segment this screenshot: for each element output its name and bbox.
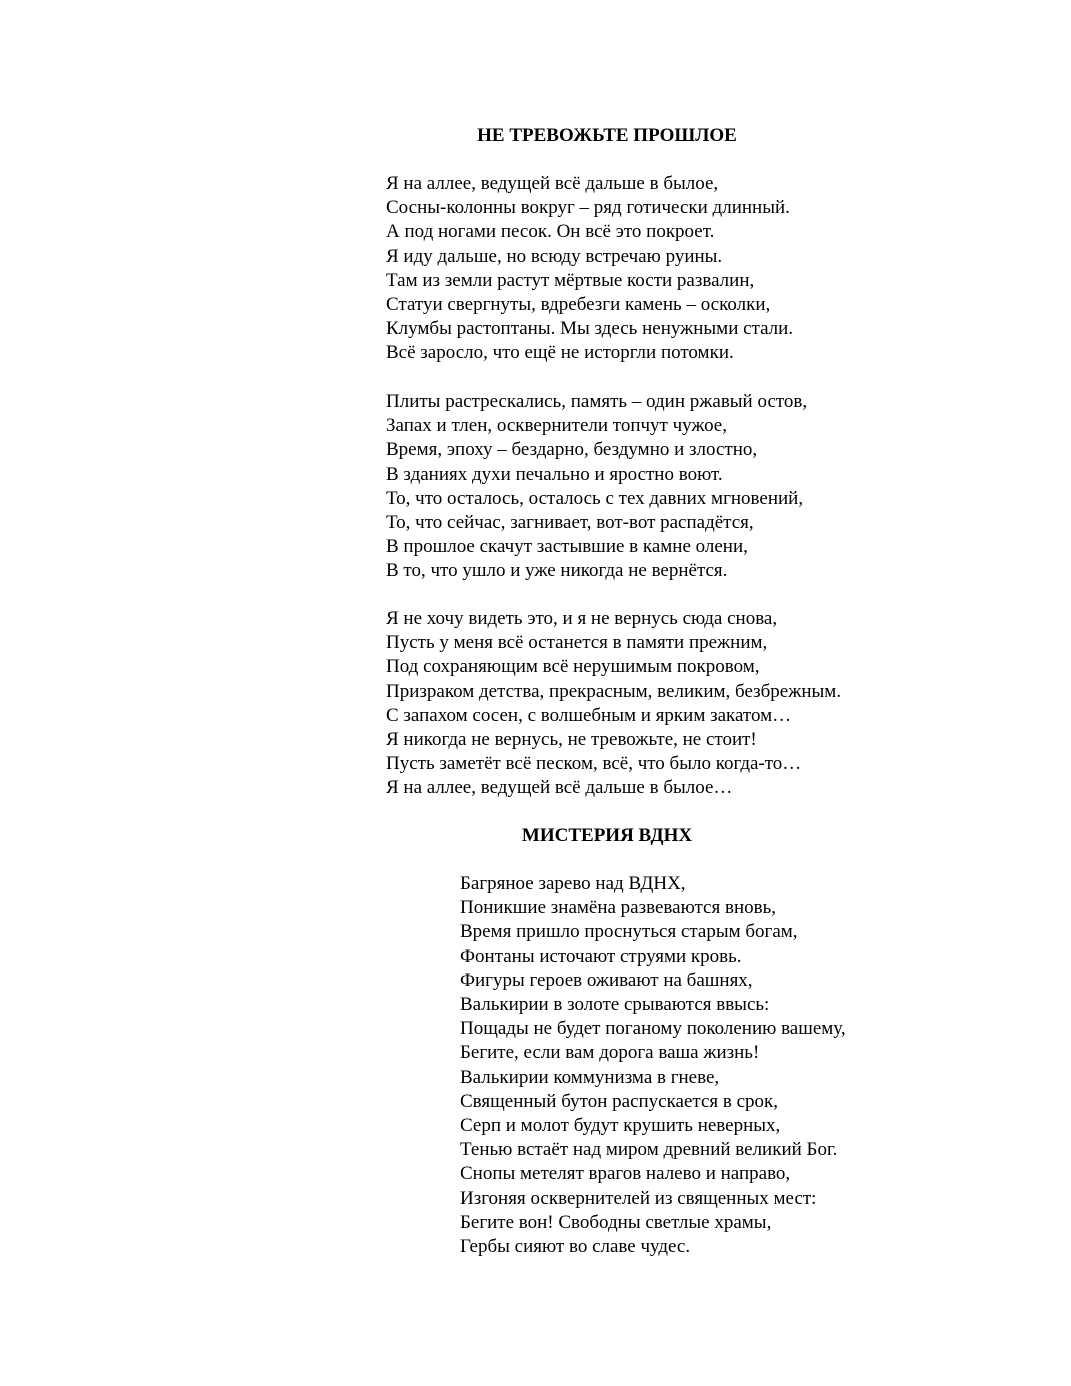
poem-line: Я иду дальше, но всюду встречаю руины.	[386, 245, 723, 267]
poem-line: Тенью встаёт над миром древний великий Бог.	[460, 1139, 838, 1161]
poem-line: Пусть у меня всё останется в памяти прежним,	[386, 632, 768, 654]
poem-line: Бегите вон! Свободны светлые храмы,	[460, 1211, 772, 1233]
poem-line: Призраком детства, прекрасным, великим, безбрежным.	[386, 680, 842, 702]
poem-line: В зданиях духи печально и яростно воют.	[386, 463, 723, 485]
poem-line: С запахом сосен, с волшебным и ярким закатом…	[386, 704, 792, 726]
poem-line: Бегите, если вам дорога ваша жизнь!	[460, 1042, 760, 1064]
poem-line: Я на аллее, ведущей всё дальше в былое…	[386, 777, 733, 799]
poem-line: То, что сейчас, загнивает, вот-вот распадётся,	[386, 512, 754, 534]
poem-line: Время пришло проснуться старым богам,	[460, 921, 798, 943]
poem-line: Всё заросло, что ещё не исторгли потомки.	[386, 342, 734, 364]
poem1-stanza-1	[386, 172, 793, 366]
poem-line: Время, эпоху – бездарно, бездумно и злостно,	[386, 439, 758, 461]
poem-line: Священный бутон распускается в срок,	[460, 1090, 778, 1112]
poem-line: А под ногами песок. Он всё это покроет.	[386, 221, 715, 243]
poem-line: Я на аллее, ведущей всё дальше в былое,	[386, 173, 719, 194]
poem-line: Под сохраняющим всё нерушимым покровом,	[386, 656, 760, 678]
poem-line: То, что осталось, осталось с тех давних мгновений,	[386, 487, 804, 509]
poem-line: Фонтаны источают струями кровь.	[460, 945, 742, 967]
poem-line: Фигуры героев оживают на башнях,	[460, 969, 753, 991]
poem-line: Я не хочу видеть это, и я не вернусь сюда снова,	[386, 608, 778, 629]
poem-line: Изгоняя осквернителей из священных мест:	[460, 1187, 817, 1209]
poem-line: Клумбы растоптаны. Мы здесь ненужными стали.	[386, 318, 794, 340]
poem-line: Валькирии коммунизма в гневе,	[460, 1066, 720, 1088]
poem-line: Пощады не будет поганому поколению вашему,	[460, 1018, 846, 1040]
poem-line: Там из земли растут мёртвые кости развалин,	[386, 269, 755, 291]
poem-line: Пусть заметёт всё песком, всё, что было когда-то…	[386, 753, 802, 775]
poem-line: Гербы сияют во славе чудес.	[460, 1236, 691, 1258]
poem-line: Поникшие знамёна развеваются вновь,	[460, 897, 776, 919]
poem-line: Сосны-колонны вокруг – ряд готически длинный.	[386, 197, 790, 219]
poem-line: В прошлое скачут застывшие в камне олени,	[386, 536, 748, 558]
poem-line: Плиты растрескались, память – один ржавый остов,	[386, 391, 808, 412]
poem-line: Снопы метелят врагов налево и направо,	[460, 1163, 791, 1185]
poem2-title: МИСТЕРИЯ ВДНХ	[521, 825, 693, 846]
poem-line: Валькирии в золоте срываются ввысь:	[460, 994, 770, 1016]
poem1-stanza-3	[386, 607, 841, 801]
poem-line: Багряное зарево над ВДНХ,	[460, 873, 686, 894]
poem1-stanza-2	[386, 390, 807, 584]
poem2-stanza-1	[460, 872, 846, 1259]
poem1-title: НЕ ТРЕВОЖЬТЕ ПРОШЛОЕ	[477, 125, 737, 146]
poem-line: Я никогда не вернусь, не тревожьте, не стоит!	[386, 729, 757, 751]
poem-line: Серп и молот будут крушить неверных,	[460, 1115, 781, 1137]
poem-line: Статуи свергнуты, вдребезги камень – осколки,	[386, 294, 771, 316]
poem-line: Запах и тлен, осквернители топчут чужое,	[386, 415, 727, 437]
poem-line: В то, что ушло и уже никогда не вернётся.	[386, 560, 728, 582]
